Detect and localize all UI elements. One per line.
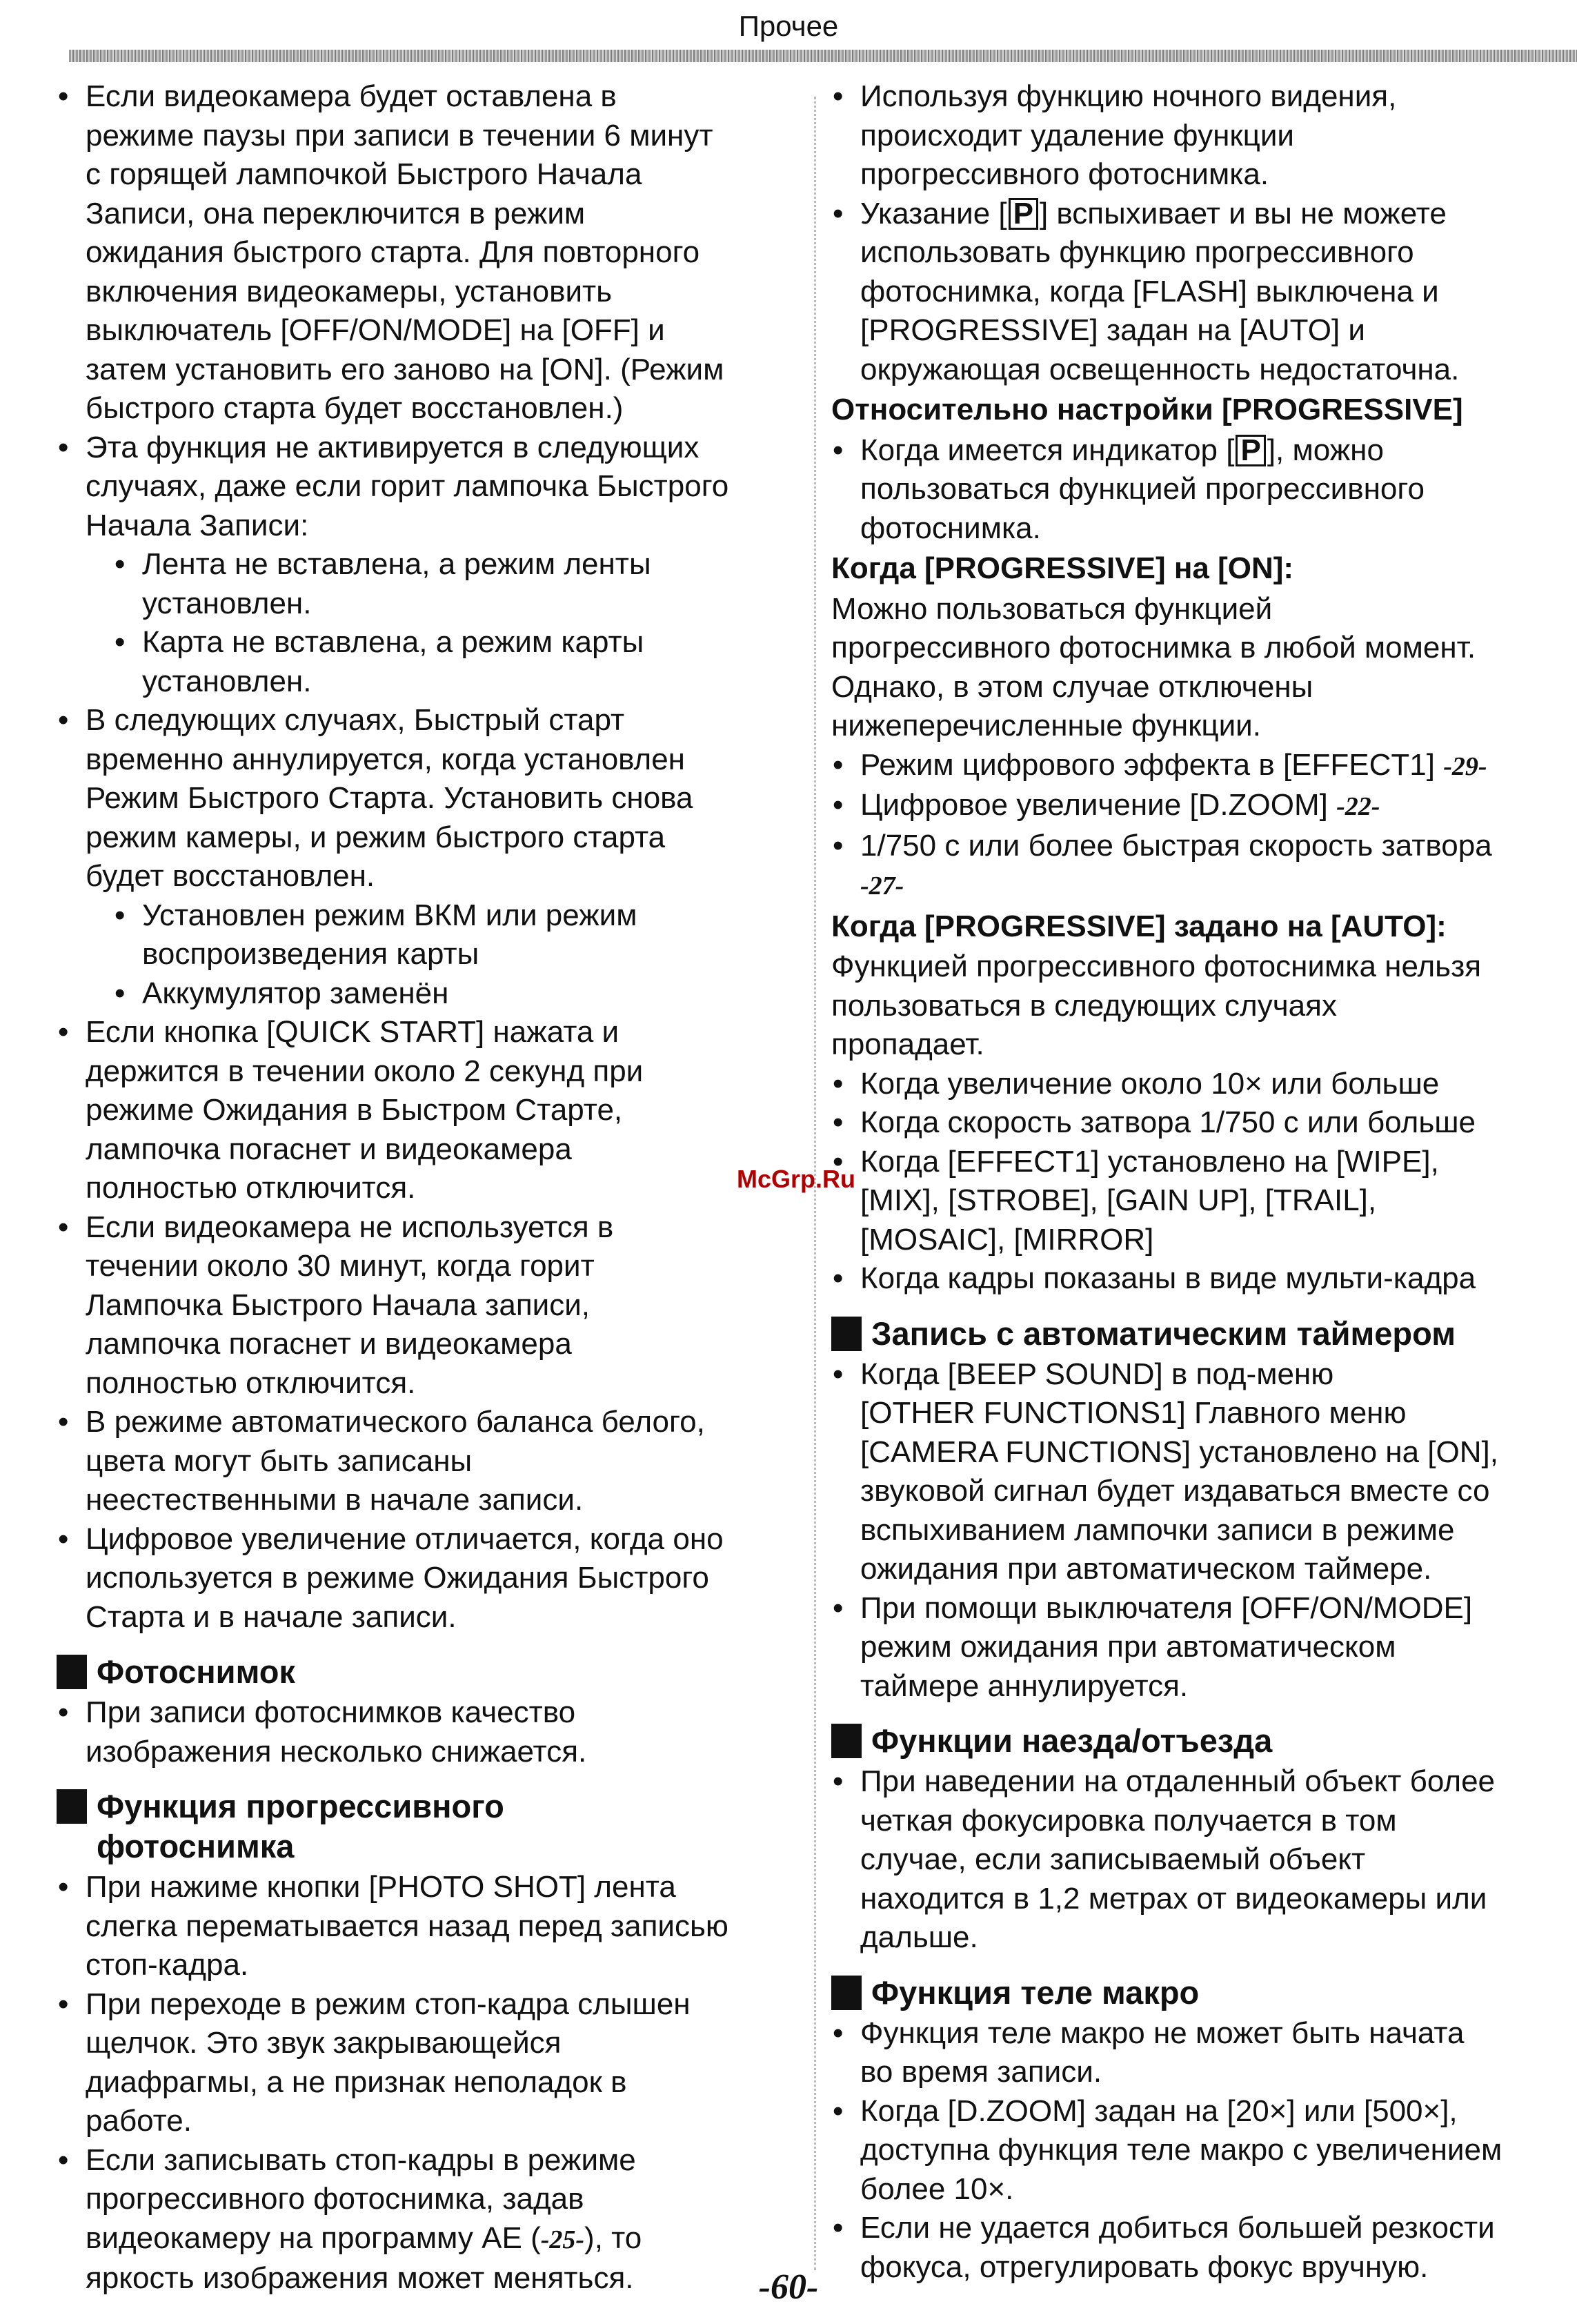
header-rule (69, 50, 1577, 62)
list-item: • Карта не вставлена, а режим карты установлен. (113, 623, 802, 701)
line: прогрессивного фотоснимка, задав (86, 2182, 584, 2216)
list-item: • Аккумулятор заменён (113, 974, 802, 1014)
section-heading-progressive (57, 1786, 802, 1867)
line: Если записывать стоп-кадры в режиме (86, 2143, 636, 2177)
line: ] вспыхивает и вы не можете (1039, 196, 1447, 230)
page-reference: -27- (860, 872, 904, 900)
list-item (831, 195, 1549, 390)
section-marker-icon (831, 1317, 862, 1351)
section-marker-icon (57, 1655, 87, 1689)
list-item: • Когда [D.ZOOM] задан на [20×] или [500×], доступна функция теле макро с увеличением более 10×. (831, 2092, 1549, 2209)
section-heading-zoom (831, 1721, 1549, 1761)
progressive-indicator-icon: P (1236, 435, 1265, 466)
list-item: • Если видеокамера не используется в течении около 30 минут, когда горит Лампочка Быстрого Начала записи, лампочка погаснет и видеокамера полностью отключится. (57, 1208, 802, 1404)
section-heading-photo (57, 1652, 802, 1692)
list-item: • При помощи выключателя [OFF/ON/MODE] режим ожидания при автоматическом таймере аннулируется. (831, 1589, 1549, 1706)
list-item: • Используя функцию ночного видения, происходит удаление функции прогрессивного фотоснимка. (831, 77, 1549, 195)
list-item: • Если не удается добиться большей резкости фокуса, отрегулировать фокус вручную. (831, 2209, 1549, 2287)
list-item: • При переходе в режим стоп-кадра слышен щелчок. Это звук закрывающейся диафрагмы, а не признак неполадок в работе. (57, 1985, 802, 2141)
section-title: Функция теле макро (871, 1973, 1200, 2011)
left-column (57, 77, 802, 2298)
section-title: Запись с автоматическим таймером (871, 1314, 1456, 1352)
lines: пользоваться функцией прогрессивного фотоснимка. (860, 472, 1425, 545)
progressive-indicator-icon: P (1009, 198, 1038, 230)
lines: использовать функцию прогрессивного фотоснимка, когда [FLASH] выключена и [PROGRESSIVE] задан на [AUTO] и окружающая освещенность недостаточна. (860, 235, 1460, 386)
list-item: • При нажиме кнопки [PHOTO SHOT] лента слегка перематывается назад перед записью стоп-кадра. (57, 1868, 802, 1985)
page-title: Прочее (738, 10, 839, 42)
section-heading-tele-macro (831, 1973, 1549, 2013)
list-item: • Цифровое увеличение отличается, когда оно используется в режиме Ожидания Быстрого Старта и в начале записи. (57, 1520, 802, 1637)
line: ), то (584, 2220, 642, 2255)
section-title: Функция прогрессивного фотоснимка (97, 1788, 504, 1864)
list-item: • Установлен режим ВКМ или режим воспроизведения карты (113, 896, 802, 974)
line: Цифровое увеличение [D.ZOOM] (860, 788, 1337, 822)
page-reference: -29- (1443, 751, 1487, 781)
list-item (831, 746, 1549, 787)
list-item: • При наведении на отдаленный объект более четкая фокусировка получается в том случае, если записываемый объект находится в 1,2 метрах от видеокамеры или дальше. (831, 1762, 1549, 1958)
line: видеокамеру на программу AE ( (86, 2220, 541, 2255)
line: Режим цифрового эффекта в [EFFECT1] (860, 747, 1444, 782)
watermark: McGrp.Ru (737, 1165, 856, 1193)
subheading: Когда [PROGRESSIVE] на [ON]: (831, 551, 1294, 585)
line: ], можно (1267, 433, 1384, 467)
right-column (831, 77, 1549, 2287)
section-marker-icon (831, 1976, 862, 2010)
line: яркость изображения может меняться. (86, 2261, 634, 2295)
page-reference: -22- (1336, 792, 1380, 821)
page-reference: -25- (540, 2225, 585, 2254)
list-item (831, 786, 1549, 827)
list-item: • В режиме автоматического баланса белого, цвета могут быть записаны неестественными в начале записи. (57, 1403, 802, 1520)
list-item: • Когда [EFFECT1] установлено на [WIPE], [MIX], [STROBE], [GAIN UP], [TRAIL], [MOSAIC], [MIRROR] (831, 1143, 1549, 1260)
list-item: • Если кнопка [QUICK START] нажата и держится в течении около 2 секунд при режиме Ожидания в Быстром Старте, лампочка погаснет и видеокамера полностью отключится. (57, 1013, 802, 1208)
list-item (831, 431, 1549, 549)
page-number: -60- (758, 2267, 819, 2307)
paragraph: Функцией прогрессивного фотоснимка нельзя пользоваться в следующих случаях пропадает. (831, 949, 1482, 1061)
list-item: • Функция теле макро не может быть начата во время записи. (831, 2014, 1549, 2092)
line: Когда имеется индикатор [ (860, 433, 1235, 467)
subheading: Относительно настройки [PROGRESSIVE] (831, 393, 1463, 426)
list-item: • При записи фотоснимков качество изображения несколько снижается. (57, 1693, 802, 1771)
list-item: • Когда увеличение около 10× или больше (831, 1065, 1549, 1104)
list-item: • Когда кадры показаны в виде мульти-кадра (831, 1259, 1549, 1299)
list-item: • Эта функция не активируется в следующих случаях, даже если горит лампочка Быстрого Начала Записи: (57, 429, 802, 546)
list-item: • Если видеокамера будет оставлена в режиме паузы при записи в течении 6 минут с горящей лампочкой Быстрого Начала Записи, она переключится в режим ожидания быстрого старта. Для повторного включения видеокамеры, установить выключатель [OFF/ON/MODE] на [OFF] и затем установить его заново на [ON]. (Режим быстрого старта будет восстановлен.) (57, 77, 802, 429)
section-title: Фотоснимок (97, 1653, 295, 1690)
list-item: • Лента не вставлена, а режим ленты установлен. (113, 545, 802, 623)
section-title: Функции наезда/отъезда (871, 1722, 1273, 1759)
section-marker-icon (831, 1724, 862, 1758)
line: 1/750 с или более быстрая скорость затвора (860, 828, 1492, 863)
list-item: • В следующих случаях, Быстрый старт временно аннулируется, когда установлен Режим Быстрого Старта. Установить снова режим камеры, и режим быстрого старта будет восстановлен. (57, 701, 802, 896)
paragraph: Можно пользоваться функцией прогрессивного фотоснимка в любой момент. Однако, в этом случае отключены нижеперечисленные функции. (831, 591, 1476, 742)
section-marker-icon (57, 1789, 87, 1824)
list-item (831, 827, 1549, 906)
list-item: • Когда скорость затвора 1/750 с или больше (831, 1103, 1549, 1143)
section-heading-self-timer (831, 1314, 1549, 1354)
subheading: Когда [PROGRESSIVE] задано на [AUTO]: (831, 909, 1447, 943)
line: Указание [ (860, 196, 1007, 230)
list-item: • Когда [BEEP SOUND] в под-меню [OTHER FUNCTIONS1] Главного меню [CAMERA FUNCTIONS] установлено на [ON], звуковой сигнал будет издаваться вместе со вспыхиванием лампочки записи в режиме ожидания при автоматическом таймере. (831, 1355, 1549, 1589)
